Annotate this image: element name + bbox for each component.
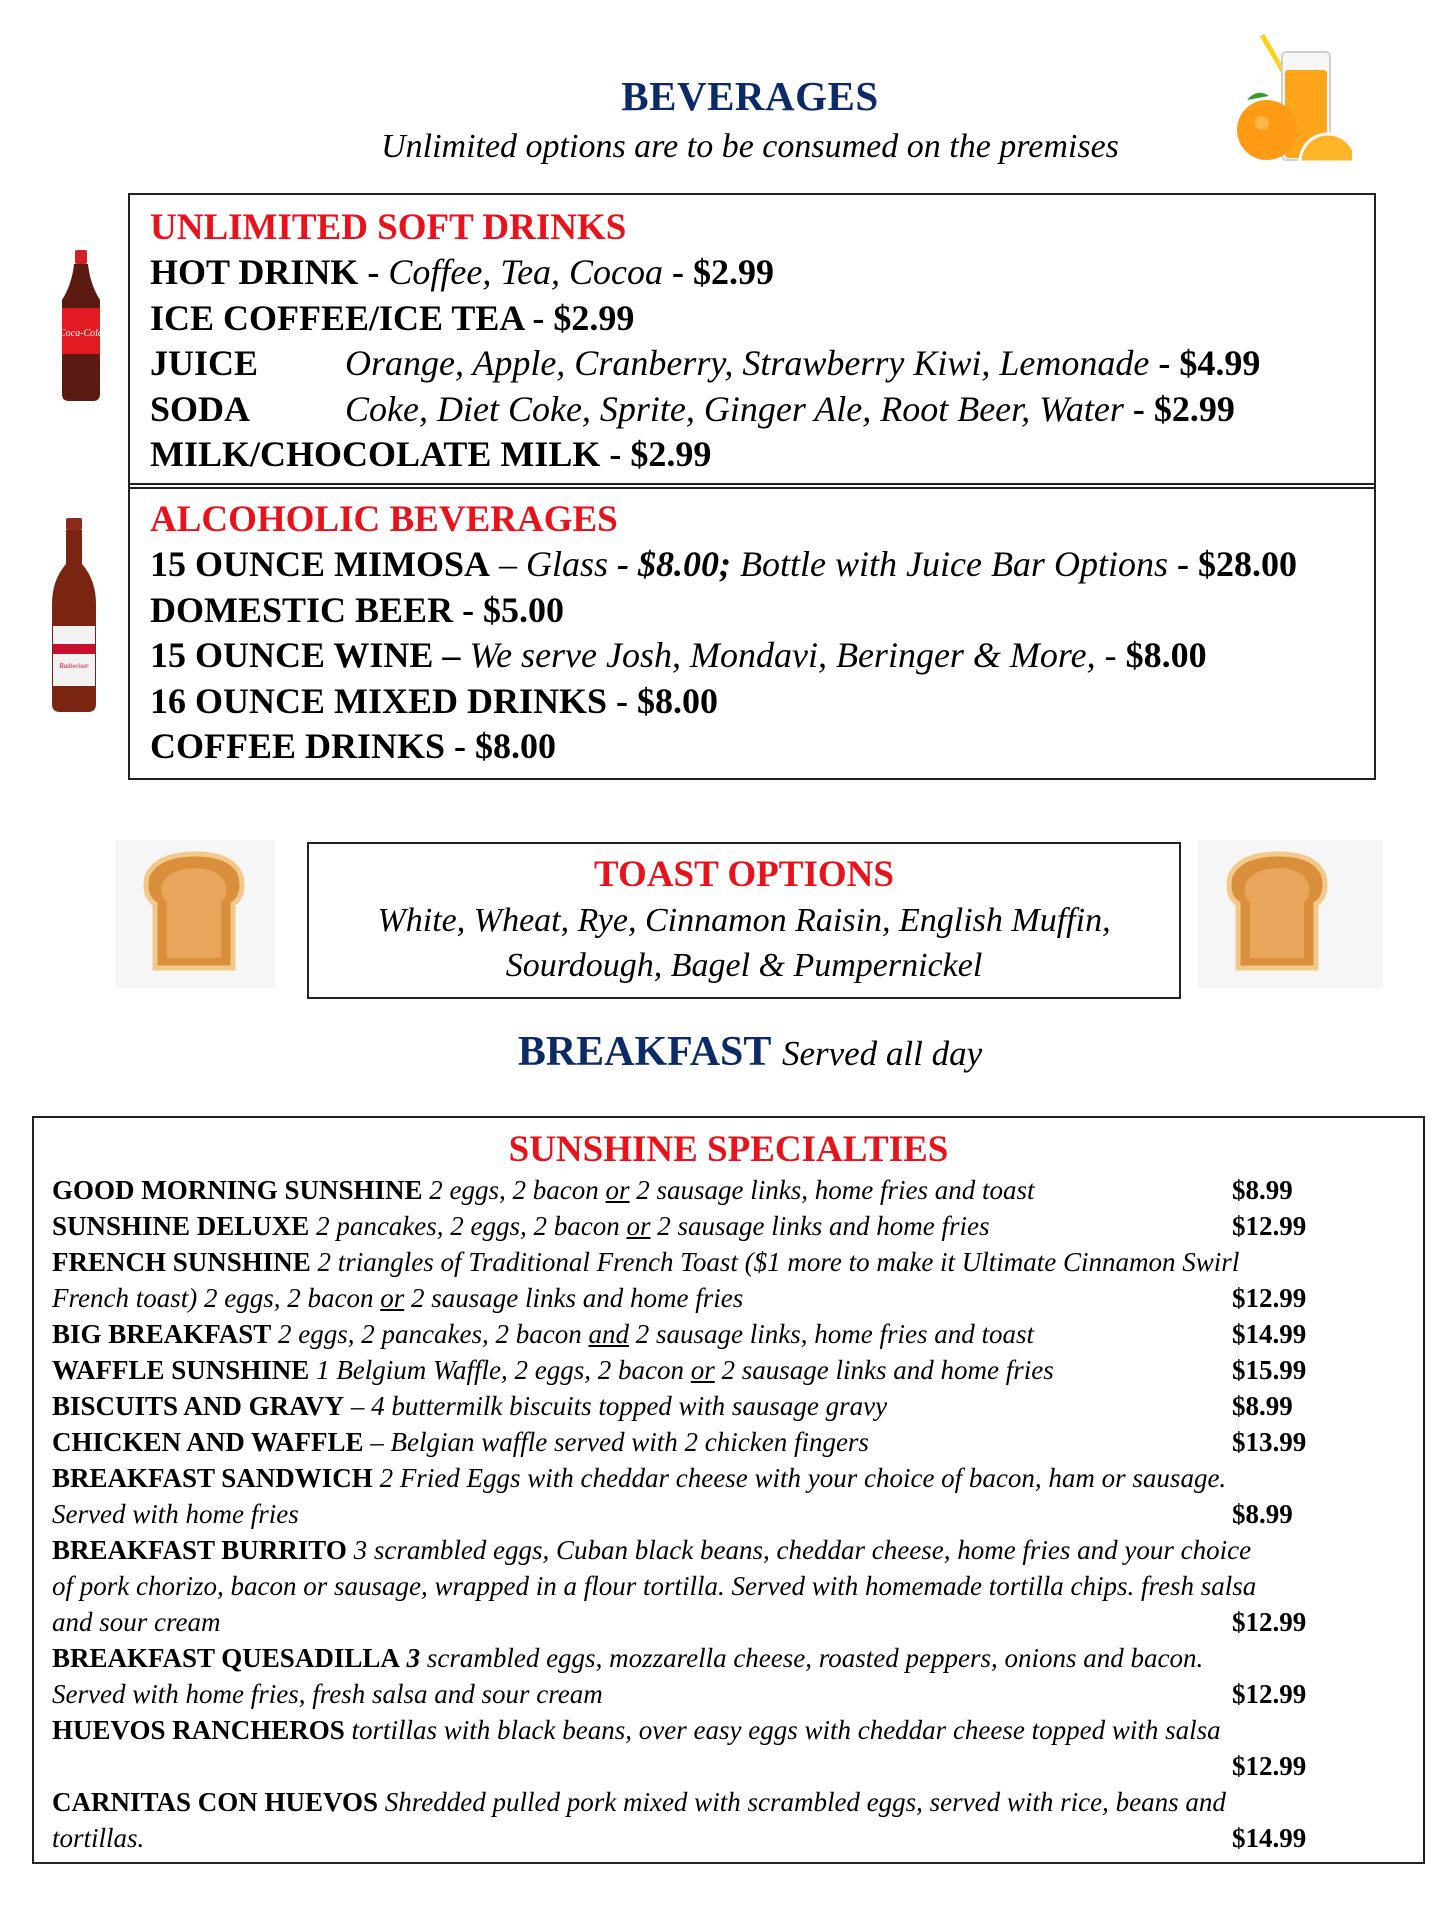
- coffee-drinks-item: COFFEE DRINKS - $8.00: [150, 726, 557, 766]
- toast-box: [307, 842, 1181, 999]
- breakfast-subtitle: Served all day: [781, 1034, 983, 1073]
- hot-drink-item: HOT DRINK - Coffee, Tea, Cocoa - $2.99: [150, 252, 775, 292]
- toast-line-1: White, Wheat, Rye, Cinnamon Raisin, English Muffin,: [377, 902, 1111, 939]
- soda-item: SODA Coke, Diet Coke, Sprite, Ginger Ale, Root Beer, Water - $2.99: [150, 388, 1235, 429]
- beverages-title: BEVERAGES: [621, 73, 879, 119]
- soft-drinks-heading: UNLIMITED SOFT DRINKS: [150, 207, 627, 248]
- menu-item-chicken-waffle: CHICKEN AND WAFFLE – Belgian waffle served with 2 chicken fingers $13.99: [52, 1427, 1307, 1457]
- alcoholic-heading: ALCOHOLIC BEVERAGES: [150, 499, 618, 540]
- menu-item-good-morning: GOOD MORNING SUNSHINE 2 eggs, 2 bacon or 2 sausage links, home fries and toast $8.99: [52, 1175, 1293, 1205]
- beer-bottle-icon: [44, 516, 104, 716]
- menu-item-quesadilla: BREAKFAST QUESADILLA 3 scrambled eggs, mozzarella cheese, roasted peppers, onions and bacon.: [52, 1643, 1204, 1673]
- breakfast-title: BREAKFAST: [517, 1029, 772, 1075]
- menu-item-sandwich-cont: Served with home fries $8.99: [52, 1499, 1293, 1529]
- specialties-list: [52, 1172, 1412, 1856]
- cola-label: Coca-Cola: [59, 328, 103, 339]
- divider: [130, 483, 1374, 489]
- toast-line-2: Sourdough, Bagel & Pumpernickel: [505, 947, 983, 984]
- menu-item-carnitas-cont: tortillas. $14.99: [52, 1823, 1307, 1853]
- toast-heading: TOAST OPTIONS: [594, 854, 894, 895]
- soft-drinks-section: [150, 205, 1260, 478]
- juice-item: JUICE Orange, Apple, Cranberry, Strawberry Kiwi, Lemonade - $4.99: [150, 343, 1261, 383]
- mimosa-item: 15 OUNCE MIMOSA – Glass - $8.00; Bottle with Juice Bar Options - $28.00: [150, 544, 1297, 584]
- toast-right-icon: [1198, 840, 1383, 988]
- orange-juice-icon: [1222, 30, 1352, 170]
- toast-left-icon: [115, 840, 275, 988]
- menu-item-huevos-price: $12.99: [1232, 1751, 1307, 1781]
- mixed-drinks-item: 16 OUNCE MIXED DRINKS - $8.00: [150, 680, 719, 721]
- alcoholic-section: [150, 497, 1297, 770]
- menu-item-french-cont: French toast) 2 eggs, 2 bacon or 2 sausage links and home fries $12.99: [52, 1283, 1307, 1313]
- milk-item: MILK/CHOCOLATE MILK - $2.99: [150, 434, 712, 474]
- menu-item-biscuits: BISCUITS AND GRAVY – 4 buttermilk biscuits topped with sausage gravy $8.99: [52, 1391, 1293, 1421]
- menu-item-burrito-cont2: and sour cream $12.99: [52, 1607, 1307, 1637]
- beer-item: DOMESTIC BEER - $5.00: [150, 589, 565, 630]
- menu-item-carnitas: CARNITAS CON HUEVOS Shredded pulled pork mixed with scrambled eggs, served with rice, beans and: [52, 1787, 1226, 1817]
- menu-item-sandwich: BREAKFAST SANDWICH 2 Fried Eggs with cheddar cheese with your choice of bacon, ham or sausage.: [52, 1463, 1227, 1493]
- menu-item-french: FRENCH SUNSHINE 2 triangles of Traditional French Toast ($1 more to make it Ultimate Cinnamon Swirl: [52, 1247, 1240, 1277]
- cola-bottle-icon: [56, 248, 106, 403]
- menu-item-burrito: BREAKFAST BURRITO 3 scrambled eggs, Cuban black beans, cheddar cheese, home fries and your choice: [52, 1535, 1252, 1565]
- ice-coffee-item: ICE COFFEE/ICE TEA - $2.99: [150, 297, 635, 338]
- specialties-heading: SUNSHINE SPECIALTIES: [508, 1129, 949, 1170]
- menu-item-burrito-cont: of pork chorizo, bacon or sausage, wrapped in a flour tortilla. Served with homemade tortilla chips. fresh salsa: [52, 1571, 1257, 1601]
- beverages-box: [128, 193, 1376, 780]
- breakfast-title-row: [0, 1028, 1440, 1076]
- beer-label: Budweiser: [59, 662, 89, 670]
- wine-item: 15 OUNCE WINE – We serve Josh, Mondavi, Beringer & More, - $8.00: [150, 635, 1207, 675]
- menu-item-waffle: WAFFLE SUNSHINE 1 Belgium Waffle, 2 eggs, 2 bacon or 2 sausage links and home fries $15.99: [52, 1355, 1307, 1385]
- menu-item-deluxe: SUNSHINE DELUXE 2 pancakes, 2 eggs, 2 bacon or 2 sausage links and home fries $12.99: [52, 1211, 1307, 1241]
- specialties-box: [32, 1116, 1425, 1864]
- menu-item-huevos: HUEVOS RANCHEROS tortillas with black beans, over easy eggs with cheddar cheese topped with salsa: [52, 1715, 1221, 1745]
- menu-item-quesadilla-cont: Served with home fries, fresh salsa and sour cream $12.99: [52, 1679, 1307, 1709]
- menu-item-big-breakfast: BIG BREAKFAST 2 eggs, 2 pancakes, 2 bacon and 2 sausage links, home fries and toast $14.99: [52, 1319, 1307, 1349]
- beverages-subtitle: Unlimited options are to be consumed on the premises: [381, 128, 1119, 165]
